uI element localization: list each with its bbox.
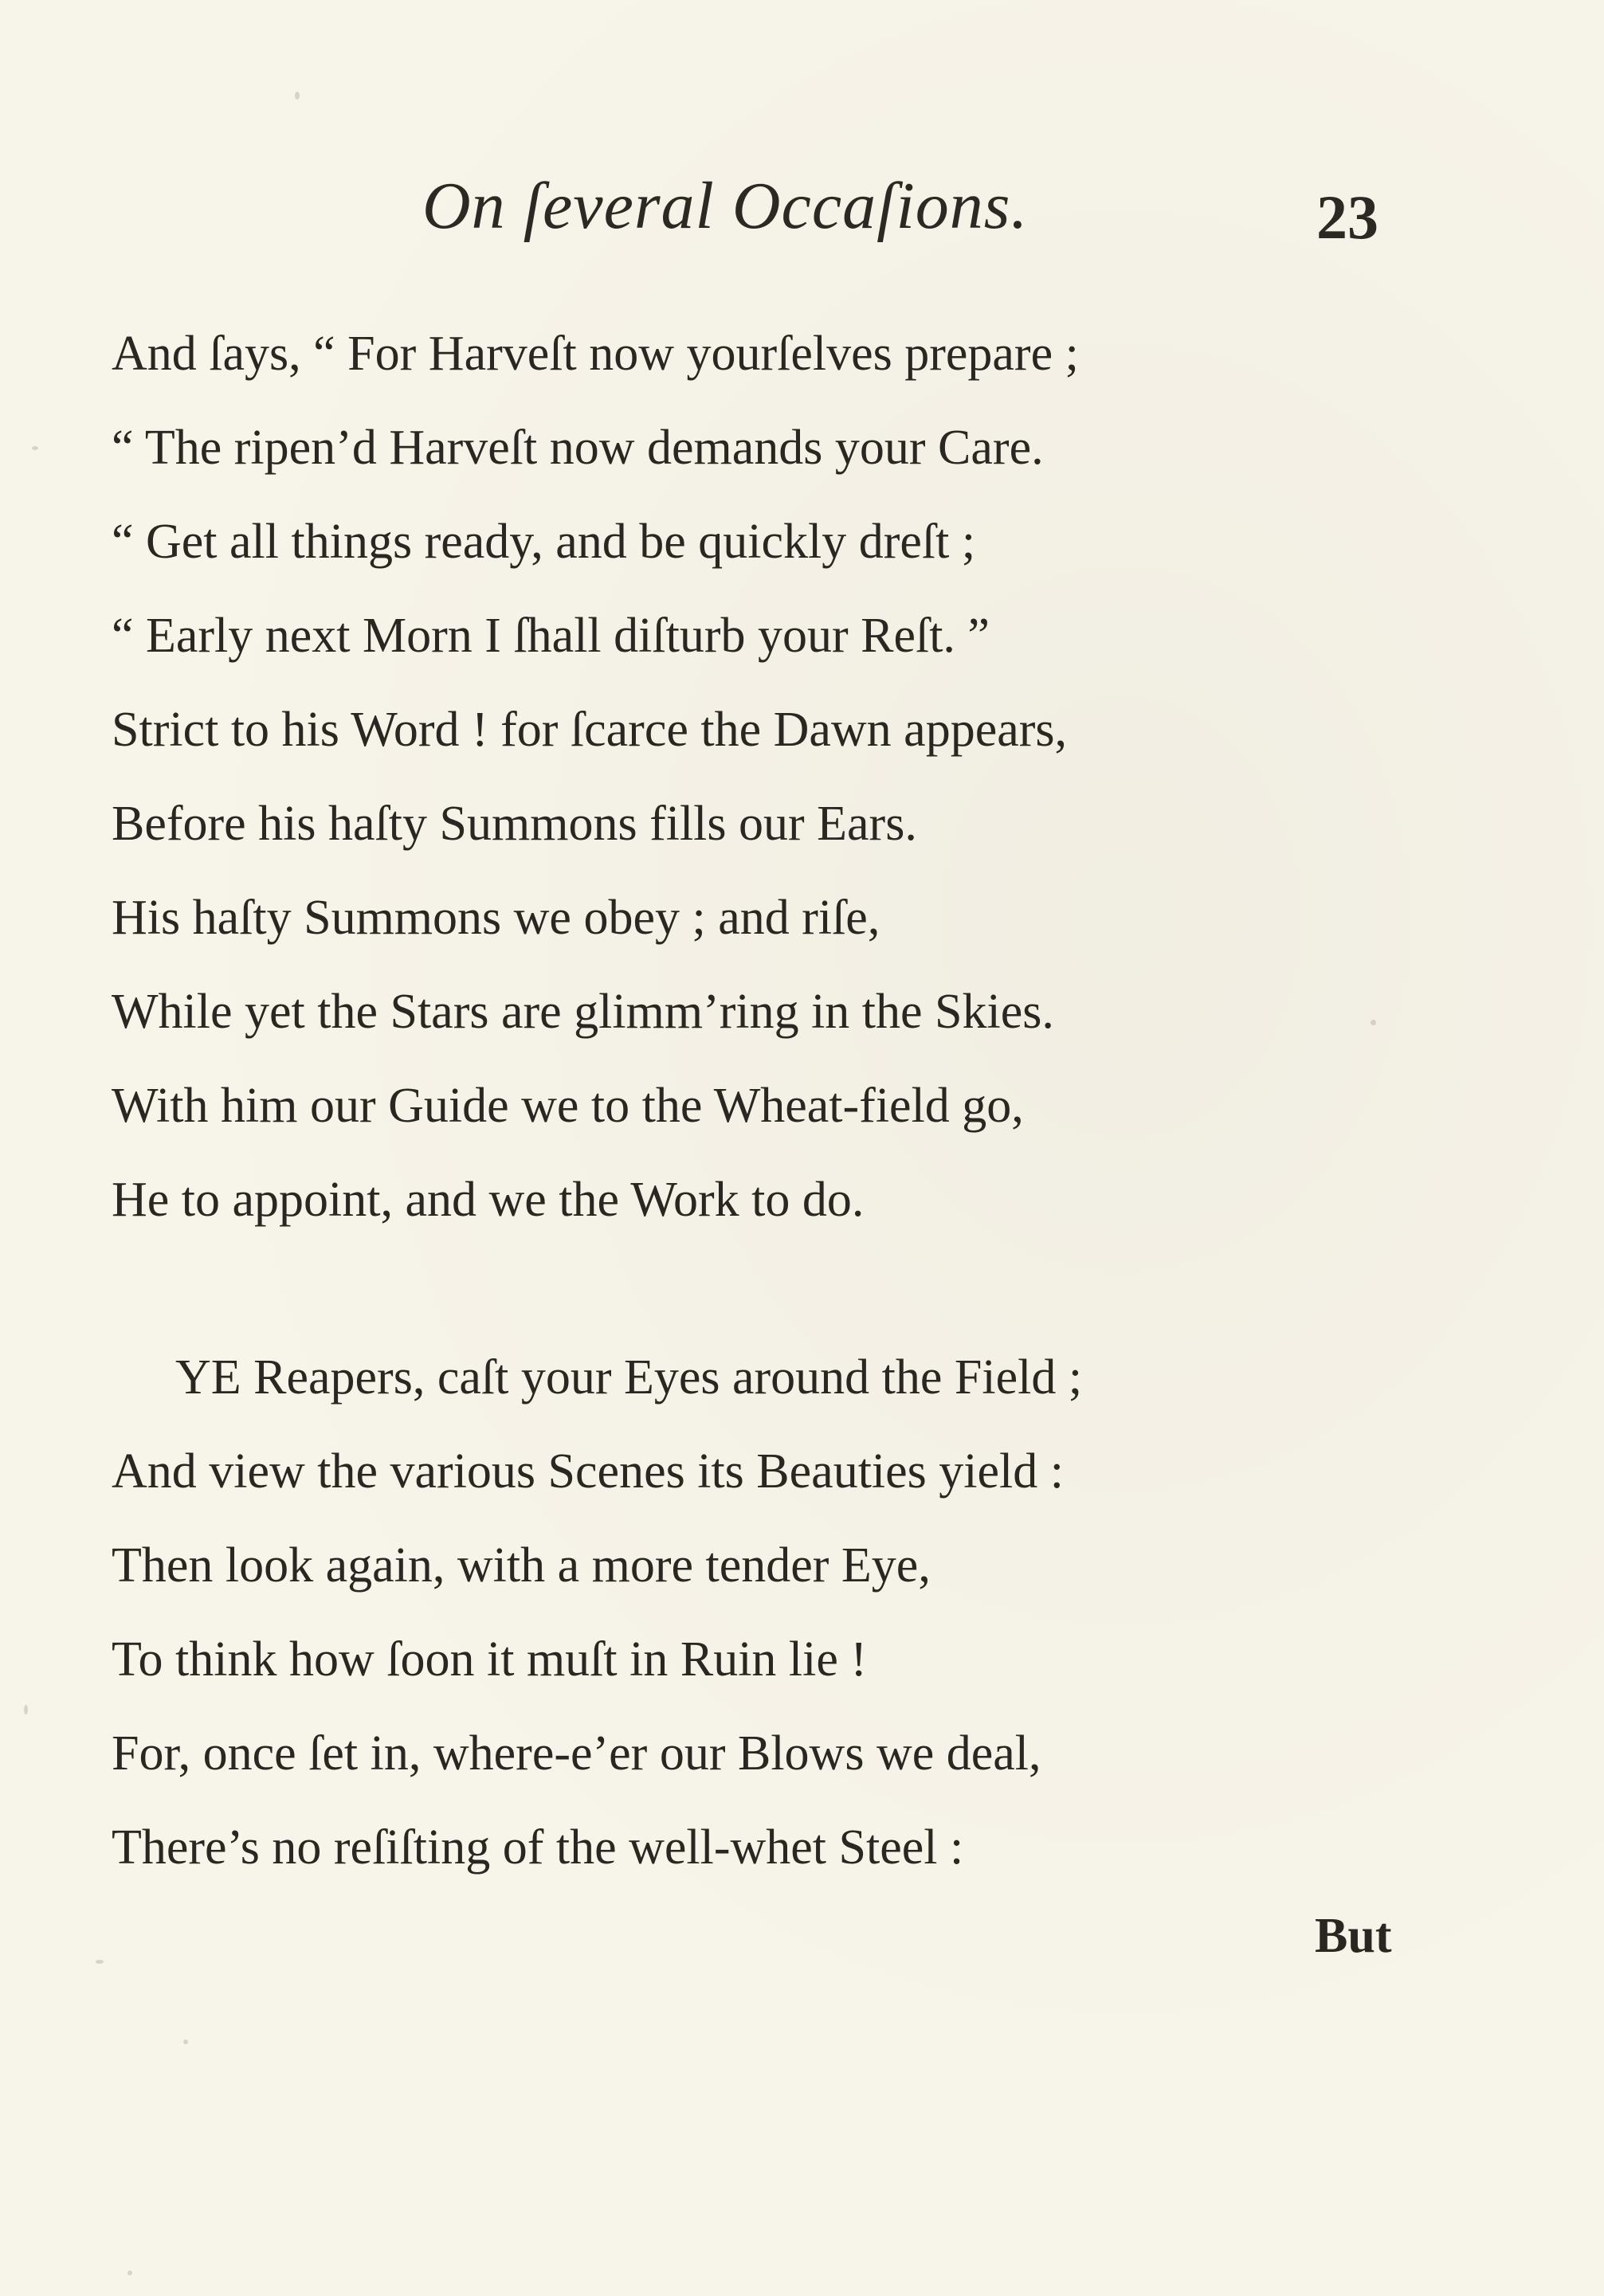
verse-line: His haſty Summons we obey ; and riſe,: [112, 891, 880, 945]
verse-line: YE Reapers, caſt your Eyes around the Field ;: [175, 1350, 1083, 1405]
paper-speck: [1371, 1020, 1376, 1025]
running-head: [0, 167, 1604, 255]
verse-line: There’s no reſiſting of the well-whet Steel :: [112, 1820, 964, 1875]
verse-line: Before his haſty Summons fills our Ears.: [112, 797, 917, 851]
paper-speck: [295, 92, 300, 100]
verse-line: “ Get all things ready, and be quickly dreſt ;: [112, 515, 976, 569]
paper-speck: [32, 446, 38, 450]
paper-speck: [24, 1705, 28, 1714]
verse-line: He to appoint, and we the Work to do.: [112, 1173, 865, 1227]
stanza-1: [112, 307, 1386, 1247]
paper-speck: [183, 2039, 188, 2044]
verse-line: And view the various Scenes its Beauties yield :: [112, 1444, 1064, 1499]
page-title: On ſeveral Occaſions.: [422, 169, 1029, 243]
verse-line: To think how ſoon it muſt in Ruin lie !: [112, 1632, 868, 1687]
paper-speck: [96, 1960, 104, 1964]
verse-line: While yet the Stars are glimm’ring in the Skies.: [112, 985, 1054, 1039]
paper-speck: [127, 2271, 132, 2275]
verse-line: With him our Guide we to the Wheat-field go,: [112, 1079, 1024, 1133]
verse-line: For, once ſet in, where-e’er our Blows we deal,: [112, 1726, 1041, 1781]
stanza-2: [112, 1330, 1386, 1894]
verse-line: Then look again, with a more tender Eye,: [112, 1538, 931, 1593]
verse-line: “ Early next Morn I ſhall diſturb your Reſt. ”: [112, 609, 990, 663]
verse-line: “ The ripen’d Harveſt now demands your Care.: [112, 421, 1044, 475]
page-number: 23: [1316, 182, 1378, 252]
catchword: But: [1315, 1909, 1392, 1963]
verse-line: Strict to his Word ! for ſcarce the Dawn appears,: [112, 703, 1068, 757]
verse-line: And ſays, “ For Harveſt now yourſelves prepare ;: [112, 327, 1079, 381]
